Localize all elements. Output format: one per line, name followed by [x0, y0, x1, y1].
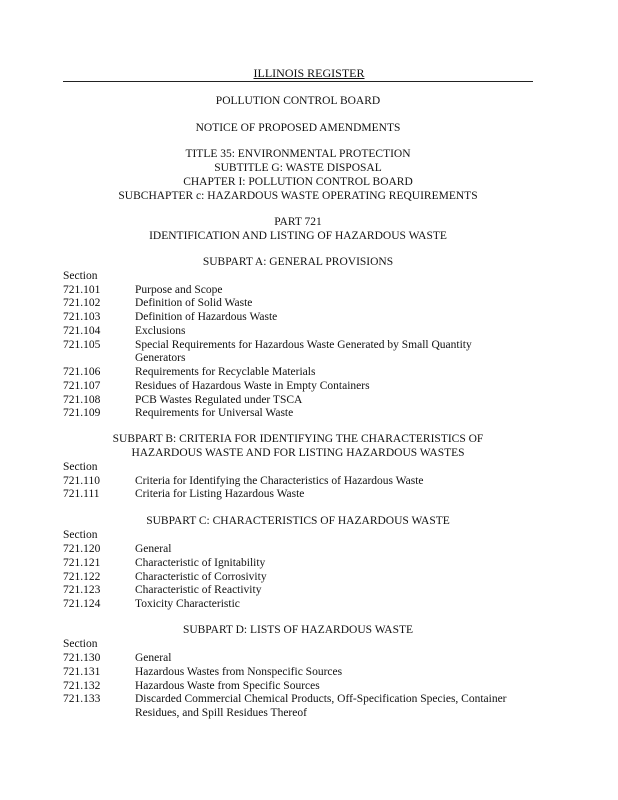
notice-title: NOTICE OF PROPOSED AMENDMENTS — [195, 122, 401, 134]
section-title: Criteria for Listing Hazardous Waste — [135, 488, 305, 500]
section-number: 721.105 — [63, 339, 101, 351]
section-title: Requirements for Recyclable Materials — [135, 366, 316, 378]
section-label: Section — [63, 529, 98, 541]
section-title: Discarded Commercial Chemical Products, Off-Specification Species, Container — [135, 693, 507, 705]
section-number: 721.132 — [63, 680, 101, 692]
section-number: 721.101 — [63, 284, 101, 296]
section-title: General — [135, 652, 172, 664]
section-number: 721.133 — [63, 693, 101, 705]
section-title: Definition of Hazardous Waste — [135, 311, 278, 323]
subtitle-line: SUBTITLE G: WASTE DISPOSAL — [214, 162, 382, 174]
section-number: 721.123 — [63, 584, 101, 596]
section-label: Section — [63, 638, 98, 650]
part-number: PART 721 — [274, 216, 322, 228]
section-title: Criteria for Identifying the Characteristics of Hazardous Waste — [135, 475, 424, 487]
section-title: Hazardous Wastes from Nonspecific Sources — [135, 666, 343, 678]
section-number: 721.109 — [63, 407, 101, 419]
section-title: Residues of Hazardous Waste in Empty Containers — [135, 380, 370, 392]
section-title: Definition of Solid Waste — [135, 297, 253, 309]
section-title-continued: Residues, and Spill Residues Thereof — [135, 707, 307, 719]
section-title: Hazardous Waste from Specific Sources — [135, 680, 320, 692]
section-number: 721.106 — [63, 366, 101, 378]
section-title: Characteristic of Ignitability — [135, 557, 266, 569]
board-name: POLLUTION CONTROL BOARD — [215, 95, 381, 107]
section-number: 721.124 — [63, 598, 101, 610]
subpart-d-heading: SUBPART D: LISTS OF HAZARDOUS WASTE — [182, 624, 414, 636]
section-number: 721.107 — [63, 380, 101, 392]
section-number: 721.104 — [63, 325, 101, 337]
section-title-continued: Generators — [135, 352, 186, 364]
section-title: Toxicity Characteristic — [135, 598, 240, 610]
section-number: 721.103 — [63, 311, 101, 323]
section-title: Exclusions — [135, 325, 186, 337]
section-number: 721.131 — [63, 666, 101, 678]
subpart-a-heading: SUBPART A: GENERAL PROVISIONS — [202, 256, 394, 268]
section-label: Section — [63, 270, 98, 282]
section-label: Section — [63, 461, 98, 473]
section-number: 721.120 — [63, 543, 101, 555]
register-header: ILLINOIS REGISTER — [253, 66, 365, 80]
section-number: 721.121 — [63, 557, 101, 569]
section-title: Characteristic of Reactivity — [135, 584, 262, 596]
section-number: 721.102 — [63, 297, 101, 309]
part-title: IDENTIFICATION AND LISTING OF HAZARDOUS WASTE — [149, 230, 447, 242]
title-line: TITLE 35: ENVIRONMENTAL PROTECTION — [185, 148, 411, 160]
subchapter-line: SUBCHAPTER c: HAZARDOUS WASTE OPERATING REQUIREMENTS — [118, 190, 478, 202]
header-rule — [63, 81, 533, 82]
subpart-b-heading-line2: HAZARDOUS WASTE AND FOR LISTING HAZARDOUS WASTES — [131, 447, 465, 459]
section-title: Special Requirements for Hazardous Waste Generated by Small Quantity — [135, 339, 472, 351]
chapter-line: CHAPTER I: POLLUTION CONTROL BOARD — [183, 176, 413, 188]
section-title: Requirements for Universal Waste — [135, 407, 294, 419]
section-number: 721.108 — [63, 394, 101, 406]
subpart-c-heading: SUBPART C: CHARACTERISTICS OF HAZARDOUS WASTE — [146, 515, 450, 527]
section-number: 721.110 — [63, 475, 100, 487]
subpart-b-heading: SUBPART B: CRITERIA FOR IDENTIFYING THE CHARACTERISTICS OF — [112, 433, 484, 445]
section-number: 721.122 — [63, 571, 101, 583]
section-title: General — [135, 543, 172, 555]
section-title: Characteristic of Corrosivity — [135, 571, 267, 583]
section-number: 721.111 — [63, 488, 100, 500]
section-title: PCB Wastes Regulated under TSCA — [135, 394, 303, 406]
section-title: Purpose and Scope — [135, 284, 223, 296]
section-number: 721.130 — [63, 652, 101, 664]
